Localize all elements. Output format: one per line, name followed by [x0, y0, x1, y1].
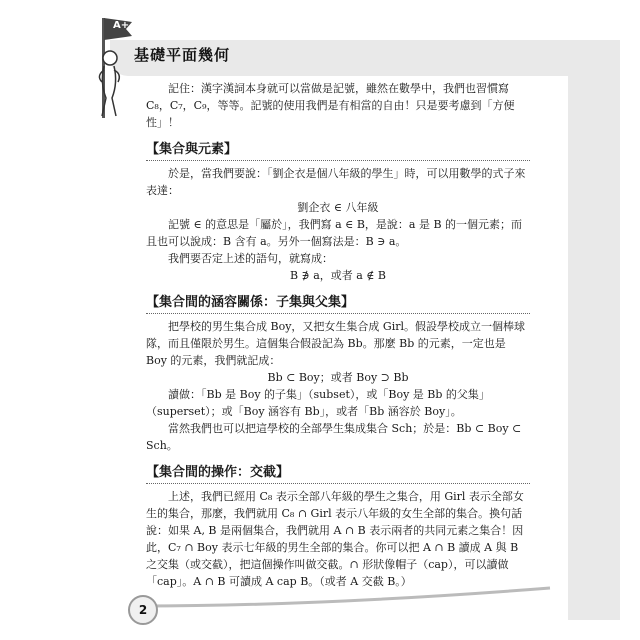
formula: Bb ⊂ Boy；或者 Boy ⊃ Bb — [267, 371, 409, 384]
formula: B ∌ a，或者 a ∉ B — [289, 269, 387, 282]
paragraph: 上述，我們已經用 C₈ 表示全部八年級的學生之集合，用 Girl 表示全部女生的集合，那麼，我們就用 C₈ ∩ Girl 表示八年級的女生全部的集合。換句話說：如果 A, B 是兩個集合，我們就用 A ∩ B 表示兩者的共同元素之集合！因此，C₇ ∩ Boy 表示七年級的男生全部的集合。你可以把 A ∩ B 讀成 A 與 B 之交集（或交截），把這個操作叫做交截。∩ 形狀像帽子（cap），可以讀做「cap」。A ∩ B 可讀成 A cap B。（或者 A 交截 B。） — [146, 490, 524, 588]
mascot-illustration — [92, 48, 126, 118]
footer-curve — [120, 584, 570, 624]
paragraph: 記住：漢字漢詞本身就可以當做是記號，雖然在數學中，我們也習慣寫 C₈，C₇，C₉，等等。記號的使用我們是有相當的自由！只是要考慮到「方便性」！ — [146, 82, 515, 129]
section-heading-intersection: 【集合間的操作：交截】 — [146, 464, 530, 484]
formula: 劉企衣 ∈ 八年級 — [297, 201, 379, 214]
book-title: 基礎平面幾何 — [134, 46, 231, 64]
paragraph: 把學校的男生集合成 Boy，又把女生集合成 Girl。假設學校成立一個棒球隊，而且僅限於男生。這個集合假設記為 Bb。那麼 Bb 的元素，一定也是 Boy 的元素，我們就記成： — [146, 320, 525, 367]
paragraph: 讀做：「Bb 是 Boy 的子集」（subset），或「Boy 是 Bb 的父集」（superset）；或「Boy 涵容有 Bb」，或者「Bb 涵容於 Boy」。 — [146, 388, 490, 418]
side-band — [568, 76, 620, 620]
paragraph: 記號 ∈ 的意思是「屬於」，我們寫 a ∈ B，是說：a 是 B 的一個元素；而且也可以說成：B 含有 a。另外一個寫法是：B ∋ a。 — [146, 218, 523, 248]
section-heading-sets-elements: 【集合與元素】 — [146, 141, 530, 161]
paragraph: 當然我們也可以把這學校的全部學生集成集合 Sch；於是：Bb ⊂ Boy ⊂ Sch。 — [146, 422, 522, 452]
flag-label: A+ — [113, 20, 130, 31]
paragraph: 我們要否定上述的語句，就寫成： — [168, 252, 333, 265]
page-content — [146, 80, 530, 590]
paragraph: 於是，當我們要說：「劉企衣是個八年級的學生」時，可以用數學的式子來表達： — [146, 167, 526, 197]
page-number: 2 — [128, 595, 158, 625]
section-heading-subsets: 【集合間的涵容關係：子集與父集】 — [146, 294, 530, 314]
